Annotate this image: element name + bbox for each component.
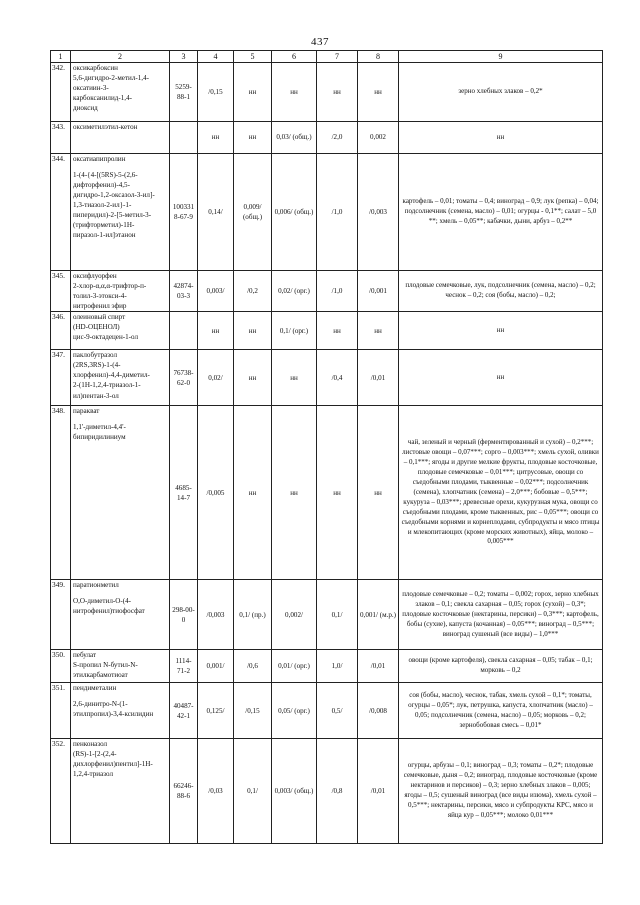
cas-number-line: 42-1 bbox=[176, 711, 190, 720]
substance-name-line: хлорфенил)-4,4-диметил- bbox=[73, 371, 150, 380]
substance-name-line: S-пропил N-бутил-N- bbox=[73, 661, 138, 670]
cas-number-line: 88-1 bbox=[176, 93, 190, 101]
cas-number-line: 40487- bbox=[173, 701, 194, 710]
substance-name bbox=[71, 406, 170, 580]
value-c4: нн bbox=[198, 122, 234, 154]
value-c8: /0,01 bbox=[358, 350, 399, 406]
value-c5: нн bbox=[234, 350, 272, 406]
cas-number bbox=[170, 406, 198, 580]
value-c8: 0,001/ (м.р.) bbox=[358, 580, 399, 650]
substance-name-line: дифторфенил)-4,5- bbox=[73, 181, 130, 190]
substance-name bbox=[71, 350, 170, 406]
substance-name bbox=[71, 312, 170, 350]
value-c7: /0,4 bbox=[317, 350, 358, 406]
substance-name-line: 2-(1H-1,2,4-триазол-1- bbox=[73, 381, 141, 390]
value-c8: /0,01 bbox=[358, 650, 399, 683]
cas-number bbox=[170, 739, 198, 844]
substance-name-line: оксатиапипролин bbox=[73, 155, 126, 163]
crops-text: плодовые семечковые – 0,2; томаты – 0,002; горох, зерно хлебных злаков – 0,1; свекла сахарная – 0,05; горох (сухой) – 0,3*; плодовые косточковые (нектарины, персики) – 0,3***; картофель, бобы (сухие), капуста (кочанная) – 0,05***; виноград – 0,5***; виноград сушеный (все виды) – 1,0*** bbox=[399, 580, 603, 650]
cas-number-line: 76738- bbox=[173, 368, 194, 377]
value-c5: 0,009/ (общ.) bbox=[234, 154, 272, 271]
value-c8: нн bbox=[358, 312, 399, 350]
value-c8: нн bbox=[358, 406, 399, 580]
crops-text: зерно хлебных злаков – 0,2* bbox=[399, 63, 603, 122]
value-c8: /0,001 bbox=[358, 271, 399, 312]
substance-name-line: 5,6-дигидро-2-метил-1,4- bbox=[73, 74, 149, 83]
substance-name-line: оксикарбоксин bbox=[73, 64, 118, 72]
cas-number bbox=[170, 122, 198, 154]
substance-name-line: 2-хлор-α,α,α-трифтор-п- bbox=[73, 282, 147, 291]
regulation-table bbox=[50, 50, 603, 844]
substance-name bbox=[71, 63, 170, 122]
cas-number-line: 14-7 bbox=[176, 493, 190, 502]
substance-name-line: этилпропил)-3,4-ксилидин bbox=[73, 710, 154, 719]
row-number: 345. bbox=[51, 271, 71, 312]
row-number: 350. bbox=[51, 650, 71, 683]
crops-text: плодовые семечковые, лук, подсолнечник (семена, масло) – 0,2; чеснок – 0,2; соя (бобы, масло) – 0,2; bbox=[399, 271, 603, 312]
crops-text: чай, зеленый и черный (ферментированный и сухой) – 0,2***; листовые овощи – 0,07***; сорго – 0,003***; хмель сухой, оливки – 0,1***; ягоды и другие мелкие фрукты, плодовые косточковые, плодовые семечковые – 0,01***; цитрусовые, овощи со съедобными плодами, тыквенные – 0,02***; подсолнечник (семена), хлопчатник (семена) – 2,0***; бобовые – 0,5***; кукуруза – 0,03***; древесные орехи, кукурузная мука, овощи со съедобными плодами, кроме тыквенных, рис – 0,05***; овощи со съедобными корнями и корнеплодами, субпродукты и мясо птицы и млекопитающих (кроме морских животных), яйца, молоко – 0,005*** bbox=[399, 406, 603, 580]
substance-name bbox=[71, 683, 170, 739]
value-c8: нн bbox=[358, 63, 399, 122]
value-c7: /2,0 bbox=[317, 122, 358, 154]
value-c6: 0,002/ bbox=[272, 580, 317, 650]
value-c7: /1,0 bbox=[317, 271, 358, 312]
col-header-2: 2 bbox=[71, 51, 170, 63]
value-c7: нн bbox=[317, 63, 358, 122]
col-header-9: 9 bbox=[399, 51, 603, 63]
cas-number bbox=[170, 154, 198, 271]
substance-name-line: пендиметалин bbox=[73, 684, 117, 693]
cas-number-line: 62-0 bbox=[176, 378, 190, 387]
table-row bbox=[51, 154, 603, 271]
cas-number-line: 71-2 bbox=[176, 667, 190, 676]
substance-name bbox=[71, 739, 170, 844]
crops-text: огурцы, арбузы – 0,1; виноград – 0,3; томаты – 0,2*; плодовые семечковые, дыня – 0,2; виноград, плодовые косточковые (кроме нектаринов и персиков) – 0,3; зерно хлебных злаков – 0,005; ягоды – 0,5; сушеный виноград (все виды изюма), хмель сухой – 0,5***; нектарины, персики, мясо и субпродукты КРС, мясо и яйца кур – 0,05***; молоко 0,01*** bbox=[399, 739, 603, 844]
value-c4: нн bbox=[198, 312, 234, 350]
value-c5: 0,1/ bbox=[234, 739, 272, 844]
substance-name-line: ил)пентан-3-ол bbox=[73, 391, 119, 400]
cas-number bbox=[170, 312, 198, 350]
substance-name-line: пиперидил)-2-[5-метил-3- bbox=[73, 211, 152, 220]
value-c4: /0,005 bbox=[198, 406, 234, 580]
substance-name-line: (2RS,3RS)-1-(4- bbox=[73, 361, 121, 370]
table-row bbox=[51, 271, 603, 312]
cas-number-line: 88-6 bbox=[176, 792, 190, 801]
table-row bbox=[51, 312, 603, 350]
substance-name-line: пенконазол bbox=[73, 740, 108, 749]
substance-name bbox=[71, 580, 170, 650]
value-c5: /0,6 bbox=[234, 650, 272, 683]
value-c5: 0,1/ (пр.) bbox=[234, 580, 272, 650]
value-c7: нн bbox=[317, 312, 358, 350]
crops-text: соя (бобы, масло), чеснок, табак, хмель сухой – 0,1*; томаты, огурцы – 0,05*; лук, петрушка, капуста, хлопчатник (масло) – 0,05; подсолнечник (семена, масло) – 0,05; морковь – 0,2; зернобобовая смесь – 0,01* bbox=[399, 683, 603, 739]
substance-name-line: оксиметилэтил-кетон bbox=[73, 123, 138, 131]
cas-number-line: 100331 bbox=[172, 202, 195, 211]
header-row bbox=[51, 51, 603, 63]
cas-number-line: 0 bbox=[181, 615, 186, 624]
cas-number-line: 42874- bbox=[173, 282, 194, 291]
table-row bbox=[51, 122, 603, 154]
substance-name-line: пиразол-1-ил]этанон bbox=[73, 231, 136, 240]
value-c7: 1,0/ bbox=[317, 650, 358, 683]
row-number: 349. bbox=[51, 580, 71, 650]
substance-name-line: нитрофенил)тиофосфат bbox=[73, 607, 145, 616]
value-c6: 0,006/ (общ.) bbox=[272, 154, 317, 271]
value-c4: 0,02/ bbox=[198, 350, 234, 406]
table-row bbox=[51, 650, 603, 683]
row-number: 352. bbox=[51, 739, 71, 844]
cas-number bbox=[170, 580, 198, 650]
col-header-5: 5 bbox=[234, 51, 272, 63]
value-c6: нн bbox=[272, 350, 317, 406]
substance-name-line: 1,1'-диметил-4,4'- bbox=[73, 423, 126, 432]
cas-number bbox=[170, 271, 198, 312]
value-c8: /0,003 bbox=[358, 154, 399, 271]
substance-name-line: 1,3-тиазол-2-ил}-1- bbox=[73, 201, 132, 210]
col-header-4: 4 bbox=[198, 51, 234, 63]
substance-name-line: этилкарбамотиоат bbox=[73, 671, 128, 680]
row-number: 347. bbox=[51, 350, 71, 406]
value-c7: 0,5/ bbox=[317, 683, 358, 739]
value-c5: нн bbox=[234, 406, 272, 580]
cas-number bbox=[170, 683, 198, 739]
value-c6: нн bbox=[272, 406, 317, 580]
table-row bbox=[51, 350, 603, 406]
substance-name-line: оксатиин-3- bbox=[73, 84, 109, 93]
value-c5: нн bbox=[234, 122, 272, 154]
substance-name-line: олеиновый спирт bbox=[73, 313, 126, 322]
table-row bbox=[51, 739, 603, 844]
value-c4: /0,003 bbox=[198, 580, 234, 650]
value-c6: нн bbox=[272, 63, 317, 122]
substance-name-line: паракват bbox=[73, 407, 100, 416]
substance-name-line: оксифлуорфен bbox=[73, 272, 117, 280]
col-header-1: 1 bbox=[51, 51, 71, 63]
substance-name-line: толил-3-этокси-4- bbox=[73, 292, 127, 301]
value-c6: 0,01/ (орг.) bbox=[272, 650, 317, 683]
substance-name bbox=[71, 154, 170, 271]
substance-name-line: бипиридилиниум bbox=[73, 433, 126, 442]
cas-number-line: 4685- bbox=[175, 483, 192, 492]
value-c4: 0,003/ bbox=[198, 271, 234, 312]
row-number: 342. bbox=[51, 63, 71, 122]
substance-name-line: О,О-диметил-О-(4- bbox=[73, 597, 131, 606]
crops-text: нн bbox=[399, 350, 603, 406]
value-c8: /0,008 bbox=[358, 683, 399, 739]
crops-text: нн bbox=[399, 312, 603, 350]
value-c5: нн bbox=[234, 312, 272, 350]
col-header-7: 7 bbox=[317, 51, 358, 63]
value-c5: /0,15 bbox=[234, 683, 272, 739]
value-c4: 0,14/ bbox=[198, 154, 234, 271]
value-c6: 0,03/ (общ.) bbox=[272, 122, 317, 154]
value-c5: /0,2 bbox=[234, 271, 272, 312]
table-row bbox=[51, 63, 603, 122]
substance-name-line: нитрофенил эфир bbox=[73, 302, 127, 311]
substance-name bbox=[71, 650, 170, 683]
row-number: 344. bbox=[51, 154, 71, 271]
col-header-3: 3 bbox=[170, 51, 198, 63]
substance-name bbox=[71, 271, 170, 312]
cas-number bbox=[170, 650, 198, 683]
table-row bbox=[51, 406, 603, 580]
crops-text: овощи (кроме картофеля), свекла сахарная – 0,05; табак – 0,1; морковь – 0,2 bbox=[399, 650, 603, 683]
substance-name-line: 1,2,4-триазол bbox=[73, 770, 113, 779]
value-c4: 0,001/ bbox=[198, 650, 234, 683]
value-c8: /0,01 bbox=[358, 739, 399, 844]
value-c4: /0,03 bbox=[198, 739, 234, 844]
crops-text: нн bbox=[399, 122, 603, 154]
cas-number-line: 66246- bbox=[173, 782, 194, 791]
cas-number bbox=[170, 350, 198, 406]
substance-name-line: (трифторметил)-1H- bbox=[73, 221, 135, 230]
value-c6: 0,1/ (орг.) bbox=[272, 312, 317, 350]
substance-name-line: дихлорфенил)пентил]-1H- bbox=[73, 760, 153, 769]
row-number: 348. bbox=[51, 406, 71, 580]
page-number: 437 bbox=[311, 36, 329, 48]
substance-name-line: карбоксанилид-1,4- bbox=[73, 94, 132, 103]
substance-name-line: цис-9-октадецен-1-ол bbox=[73, 333, 139, 342]
col-header-6: 6 bbox=[272, 51, 317, 63]
table-row bbox=[51, 580, 603, 650]
value-c6: 0,05/ (орг.) bbox=[272, 683, 317, 739]
substance-name-line: (HD-ОЦЕНОЛ) bbox=[73, 323, 120, 332]
substance-name-line: 2,6-динитро-N-(1- bbox=[73, 700, 128, 709]
cas-number-line: 1114- bbox=[175, 657, 192, 666]
value-c8: 0,002 bbox=[358, 122, 399, 154]
cas-number-line: 03-3 bbox=[176, 292, 190, 301]
cas-number-line: 298-00- bbox=[172, 605, 195, 614]
substance-name-line: дигидро-1,2-оксазол-3-ил]- bbox=[73, 191, 155, 200]
crops-text: картофель – 0,01; томаты – 0,4; виноград – 0,9; лук (репка) – 0,04; подсолнечник (семена, масло) – 0,01; огурцы - 0,1**; салат – 5,0 **; хмель – 0,05**; кабачки, дыни, арбуз – 0,2** bbox=[399, 154, 603, 271]
value-c5: нн bbox=[234, 63, 272, 122]
substance-name-line: (RS)-1-[2-(2,4- bbox=[73, 750, 117, 759]
value-c4: /0,15 bbox=[198, 63, 234, 122]
cas-number bbox=[170, 63, 198, 122]
cas-number-line: 8-67-9 bbox=[174, 213, 193, 221]
value-c7: 0,1/ bbox=[317, 580, 358, 650]
substance-name-line: диоксид bbox=[73, 104, 98, 113]
substance-name-line: пебулат bbox=[73, 651, 97, 660]
value-c7: /0,8 bbox=[317, 739, 358, 844]
substance-name-line: паратионметил bbox=[73, 581, 119, 590]
row-number: 351. bbox=[51, 683, 71, 739]
substance-name bbox=[71, 122, 170, 154]
value-c6: 0,02/ (орг.) bbox=[272, 271, 317, 312]
cas-number-line: 5259- bbox=[175, 82, 192, 91]
substance-name-line: 1-(4-{4-[(5RS)-5-(2,6- bbox=[73, 171, 138, 180]
col-header-8: 8 bbox=[358, 51, 399, 63]
value-c7: нн bbox=[317, 406, 358, 580]
value-c4: 0,125/ bbox=[198, 683, 234, 739]
substance-name-line: паклобутразол bbox=[73, 351, 117, 360]
table-row bbox=[51, 683, 603, 739]
row-number: 343. bbox=[51, 122, 71, 154]
value-c7: /1,0 bbox=[317, 154, 358, 271]
value-c6: 0,003/ (общ.) bbox=[272, 739, 317, 844]
row-number: 346. bbox=[51, 312, 71, 350]
